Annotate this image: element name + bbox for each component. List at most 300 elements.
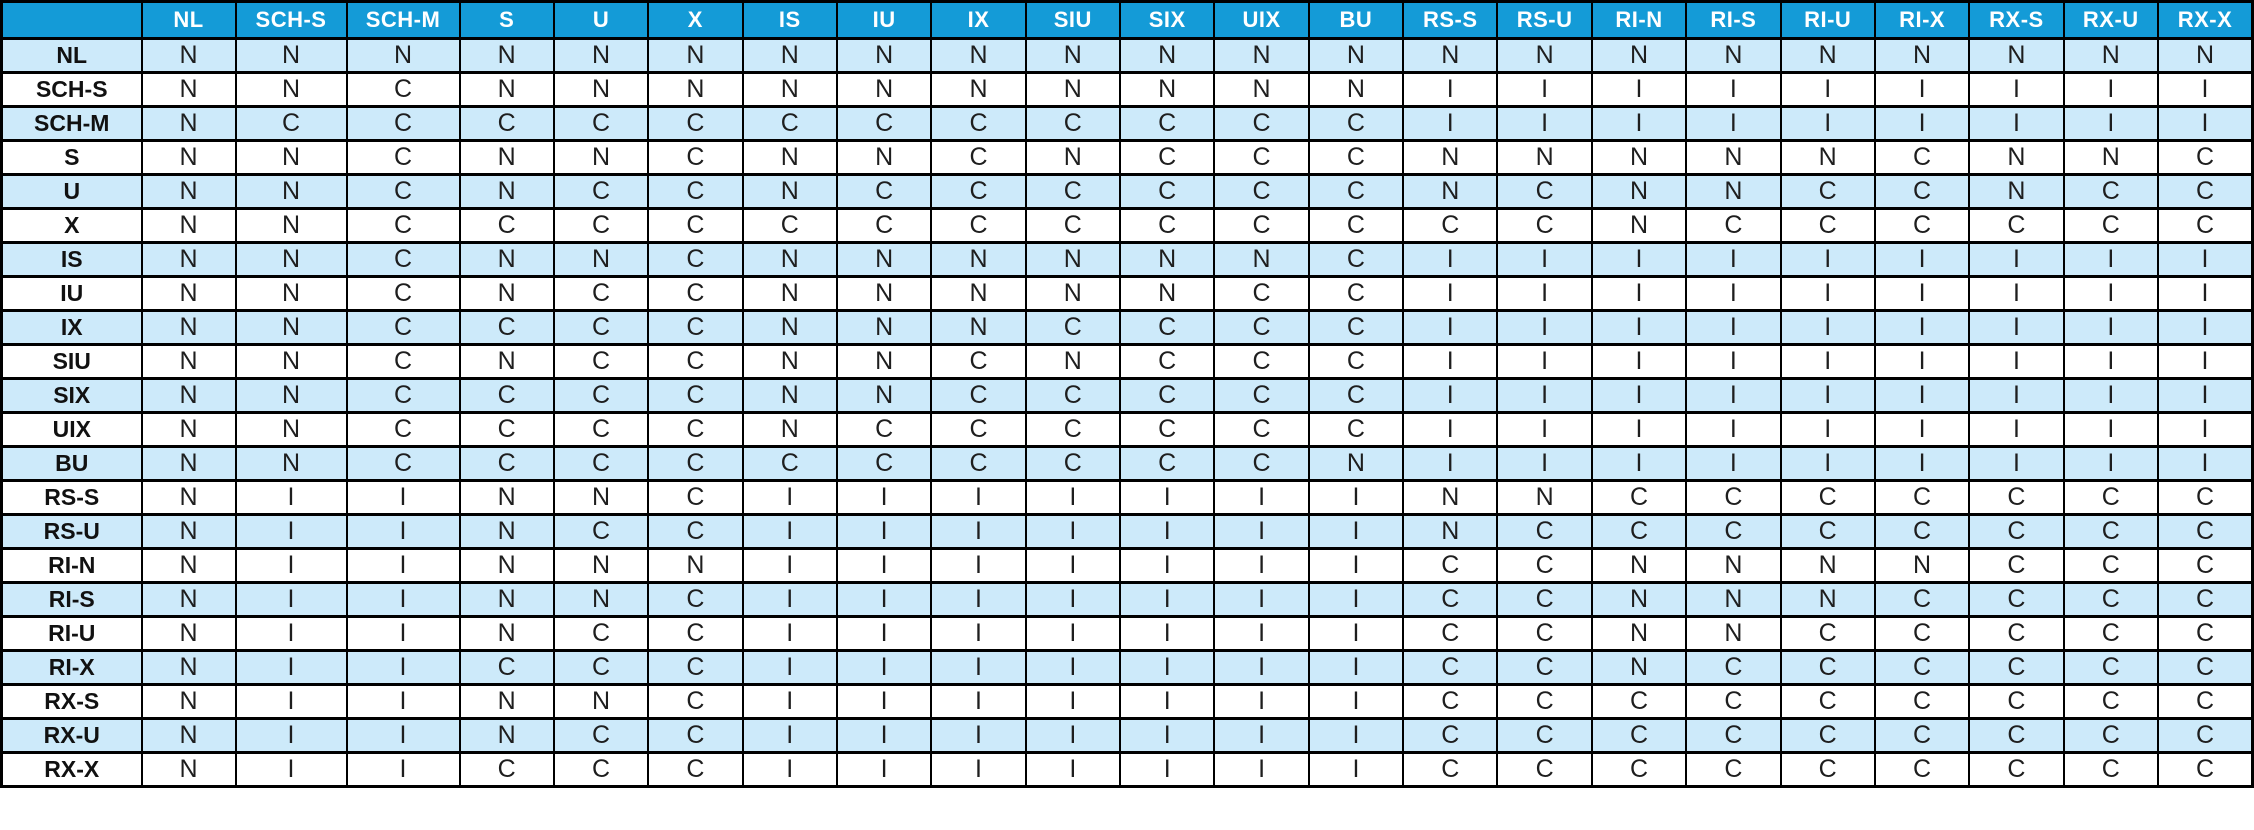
matrix-cell: C: [1309, 209, 1403, 243]
row-header: NL: [2, 39, 142, 73]
row-header: RX-U: [2, 719, 142, 753]
matrix-cell: N: [236, 413, 347, 447]
matrix-cell: C: [1592, 753, 1686, 787]
matrix-cell: I: [1875, 243, 1969, 277]
matrix-cell: I: [931, 651, 1025, 685]
matrix-cell: N: [142, 311, 236, 345]
matrix-cell: I: [1026, 651, 1120, 685]
matrix-cell: N: [648, 549, 742, 583]
matrix-row: [2, 379, 2253, 413]
corner-cell: [2, 2, 142, 39]
matrix-cell: C: [1309, 141, 1403, 175]
matrix-cell: I: [1686, 379, 1780, 413]
matrix-cell: N: [1309, 39, 1403, 73]
matrix-cell: C: [743, 447, 837, 481]
matrix-cell: N: [142, 243, 236, 277]
matrix-cell: C: [648, 481, 742, 515]
matrix-cell: I: [931, 719, 1025, 753]
matrix-cell: C: [1214, 141, 1308, 175]
matrix-cell: N: [931, 243, 1025, 277]
row-header: RI-N: [2, 549, 142, 583]
matrix-row: [2, 413, 2253, 447]
row-header: SCH-M: [2, 107, 142, 141]
matrix-cell: C: [931, 345, 1025, 379]
matrix-cell: C: [2064, 209, 2158, 243]
matrix-cell: N: [1781, 583, 1875, 617]
matrix-cell: I: [1120, 753, 1214, 787]
row-header: IU: [2, 277, 142, 311]
matrix-cell: N: [142, 685, 236, 719]
matrix-cell: N: [1403, 141, 1497, 175]
matrix-cell: N: [460, 345, 554, 379]
column-header: U: [554, 2, 648, 39]
matrix-row: [2, 685, 2253, 719]
matrix-cell: C: [1214, 447, 1308, 481]
matrix-cell: C: [648, 277, 742, 311]
matrix-cell: I: [2158, 345, 2253, 379]
matrix-cell: N: [1592, 39, 1686, 73]
matrix-cell: C: [648, 209, 742, 243]
matrix-cell: C: [554, 447, 648, 481]
matrix-cell: N: [460, 39, 554, 73]
matrix-cell: C: [1686, 515, 1780, 549]
matrix-cell: N: [1686, 141, 1780, 175]
matrix-cell: C: [460, 753, 554, 787]
matrix-cell: I: [347, 481, 460, 515]
matrix-cell: I: [1309, 481, 1403, 515]
matrix-cell: N: [743, 141, 837, 175]
matrix-cell: C: [1781, 175, 1875, 209]
matrix-cell: I: [1026, 583, 1120, 617]
row-header: UIX: [2, 413, 142, 447]
matrix-cell: I: [1026, 685, 1120, 719]
matrix-cell: N: [142, 447, 236, 481]
matrix-cell: I: [931, 583, 1025, 617]
matrix-cell: C: [347, 311, 460, 345]
matrix-cell: N: [1309, 447, 1403, 481]
matrix-cell: C: [554, 651, 648, 685]
matrix-cell: I: [1214, 651, 1308, 685]
matrix-cell: I: [1686, 277, 1780, 311]
matrix-cell: I: [837, 515, 931, 549]
matrix-cell: I: [1497, 413, 1591, 447]
matrix-cell: I: [1592, 243, 1686, 277]
matrix-cell: C: [460, 651, 554, 685]
matrix-cell: N: [347, 39, 460, 73]
matrix-row: [2, 481, 2253, 515]
matrix-cell: C: [1026, 379, 1120, 413]
matrix-cell: N: [743, 311, 837, 345]
matrix-cell: I: [2064, 345, 2158, 379]
matrix-cell: N: [236, 345, 347, 379]
column-header: NL: [142, 2, 236, 39]
column-header: X: [648, 2, 742, 39]
matrix-cell: N: [1686, 39, 1780, 73]
matrix-cell: N: [1781, 141, 1875, 175]
matrix-cell: I: [1875, 345, 1969, 379]
matrix-cell: I: [1309, 685, 1403, 719]
column-header: RI-X: [1875, 2, 1969, 39]
matrix-cell: N: [1026, 39, 1120, 73]
matrix-cell: C: [1592, 719, 1686, 753]
matrix-cell: I: [236, 651, 347, 685]
matrix-cell: N: [1026, 277, 1120, 311]
matrix-cell: I: [2158, 277, 2253, 311]
matrix-cell: I: [347, 753, 460, 787]
row-header: IX: [2, 311, 142, 345]
matrix-cell: N: [142, 753, 236, 787]
matrix-cell: N: [837, 345, 931, 379]
column-header: RS-U: [1497, 2, 1591, 39]
matrix-cell: I: [1969, 413, 2063, 447]
matrix-cell: I: [1781, 311, 1875, 345]
matrix-cell: N: [460, 617, 554, 651]
matrix-cell: C: [554, 209, 648, 243]
matrix-cell: I: [1026, 549, 1120, 583]
matrix-cell: I: [1309, 549, 1403, 583]
matrix-cell: I: [1309, 515, 1403, 549]
matrix-cell: C: [554, 379, 648, 413]
matrix-cell: C: [460, 379, 554, 413]
matrix-cell: C: [1120, 175, 1214, 209]
matrix-cell: C: [1781, 617, 1875, 651]
matrix-cell: I: [1403, 73, 1497, 107]
matrix-cell: C: [460, 447, 554, 481]
matrix-cell: C: [1875, 617, 1969, 651]
matrix-cell: N: [142, 413, 236, 447]
column-header: SCH-M: [347, 2, 460, 39]
matrix-cell: C: [648, 107, 742, 141]
matrix-cell: I: [931, 481, 1025, 515]
matrix-cell: C: [1120, 107, 1214, 141]
matrix-cell: C: [648, 379, 742, 413]
matrix-cell: C: [1686, 481, 1780, 515]
matrix-cell: C: [1497, 515, 1591, 549]
matrix-cell: N: [1686, 583, 1780, 617]
matrix-cell: C: [1969, 651, 2063, 685]
matrix-cell: I: [1497, 73, 1591, 107]
matrix-cell: N: [142, 481, 236, 515]
matrix-cell: I: [837, 617, 931, 651]
matrix-cell: I: [347, 719, 460, 753]
matrix-cell: C: [1309, 175, 1403, 209]
matrix-cell: C: [1403, 753, 1497, 787]
matrix-cell: I: [837, 651, 931, 685]
matrix-cell: C: [554, 515, 648, 549]
matrix-cell: I: [2064, 243, 2158, 277]
matrix-cell: C: [648, 243, 742, 277]
matrix-cell: C: [1026, 413, 1120, 447]
matrix-cell: C: [1120, 311, 1214, 345]
matrix-cell: I: [1686, 345, 1780, 379]
matrix-cell: I: [1592, 345, 1686, 379]
matrix-cell: I: [931, 753, 1025, 787]
matrix-cell: C: [837, 209, 931, 243]
matrix-cell: N: [1497, 39, 1591, 73]
matrix-cell: C: [1969, 549, 2063, 583]
matrix-cell: I: [1497, 379, 1591, 413]
matrix-cell: C: [648, 175, 742, 209]
matrix-cell: I: [1969, 73, 2063, 107]
matrix-cell: N: [1403, 481, 1497, 515]
matrix-cell: N: [1592, 583, 1686, 617]
matrix-cell: N: [931, 73, 1025, 107]
matrix-cell: C: [1497, 549, 1591, 583]
matrix-cell: C: [1497, 685, 1591, 719]
matrix-cell: C: [2158, 141, 2253, 175]
matrix-cell: I: [1403, 243, 1497, 277]
matrix-row: [2, 719, 2253, 753]
matrix-cell: N: [2158, 39, 2253, 73]
matrix-row: [2, 243, 2253, 277]
matrix-cell: N: [1309, 73, 1403, 107]
row-header: SCH-S: [2, 73, 142, 107]
matrix-row: [2, 753, 2253, 787]
row-header: RS-U: [2, 515, 142, 549]
matrix-cell: C: [2158, 617, 2253, 651]
matrix-cell: I: [743, 481, 837, 515]
matrix-cell: I: [1781, 447, 1875, 481]
matrix-cell: C: [1309, 243, 1403, 277]
row-header: X: [2, 209, 142, 243]
matrix-cell: C: [2158, 685, 2253, 719]
column-header: BU: [1309, 2, 1403, 39]
matrix-cell: N: [1969, 141, 2063, 175]
matrix-cell: C: [837, 107, 931, 141]
matrix-cell: C: [2064, 515, 2158, 549]
matrix-cell: N: [1026, 73, 1120, 107]
matrix-cell: C: [1214, 175, 1308, 209]
matrix-cell: N: [931, 311, 1025, 345]
matrix-cell: I: [1875, 379, 1969, 413]
matrix-cell: C: [1969, 685, 2063, 719]
matrix-cell: I: [1120, 617, 1214, 651]
row-header: SIX: [2, 379, 142, 413]
matrix-cell: C: [1497, 651, 1591, 685]
matrix-cell: I: [1592, 379, 1686, 413]
matrix-cell: C: [554, 175, 648, 209]
matrix-cell: C: [1497, 175, 1591, 209]
matrix-cell: I: [1309, 651, 1403, 685]
column-header: SCH-S: [236, 2, 347, 39]
matrix-cell: I: [1403, 447, 1497, 481]
matrix-cell: N: [460, 515, 554, 549]
matrix-cell: C: [1875, 685, 1969, 719]
matrix-cell: C: [1969, 753, 2063, 787]
matrix-cell: N: [460, 141, 554, 175]
matrix-cell: N: [1592, 651, 1686, 685]
matrix-cell: I: [837, 583, 931, 617]
matrix-cell: C: [1969, 481, 2063, 515]
matrix-cell: I: [743, 753, 837, 787]
matrix-cell: C: [460, 209, 554, 243]
matrix-cell: N: [743, 39, 837, 73]
matrix-cell: I: [1403, 311, 1497, 345]
matrix-cell: N: [837, 141, 931, 175]
matrix-cell: C: [648, 141, 742, 175]
matrix-cell: I: [743, 617, 837, 651]
matrix-cell: I: [1686, 73, 1780, 107]
matrix-cell: I: [1497, 345, 1591, 379]
matrix-cell: C: [1403, 719, 1497, 753]
row-header: RI-X: [2, 651, 142, 685]
matrix-cell: C: [460, 107, 554, 141]
column-header: SIU: [1026, 2, 1120, 39]
matrix-cell: I: [1875, 107, 1969, 141]
matrix-cell: N: [142, 651, 236, 685]
row-header: IS: [2, 243, 142, 277]
matrix-cell: I: [1120, 719, 1214, 753]
matrix-cell: C: [2158, 175, 2253, 209]
matrix-row: [2, 311, 2253, 345]
matrix-cell: C: [648, 685, 742, 719]
matrix-cell: C: [931, 379, 1025, 413]
matrix-cell: I: [2158, 311, 2253, 345]
column-header: RX-X: [2158, 2, 2253, 39]
matrix-cell: I: [1214, 549, 1308, 583]
matrix-cell: C: [1309, 413, 1403, 447]
matrix-cell: N: [743, 413, 837, 447]
matrix-cell: I: [837, 685, 931, 719]
matrix-cell: C: [2158, 481, 2253, 515]
matrix-cell: N: [236, 141, 347, 175]
matrix-cell: C: [2064, 175, 2158, 209]
matrix-cell: I: [1309, 719, 1403, 753]
matrix-cell: C: [236, 107, 347, 141]
column-header: RS-S: [1403, 2, 1497, 39]
matrix-cell: C: [1686, 651, 1780, 685]
matrix-cell: I: [347, 515, 460, 549]
matrix-cell: C: [2158, 515, 2253, 549]
matrix-cell: I: [837, 753, 931, 787]
matrix-cell: N: [1403, 175, 1497, 209]
column-header: RI-N: [1592, 2, 1686, 39]
matrix-row: [2, 209, 2253, 243]
matrix-cell: N: [743, 243, 837, 277]
matrix-cell: I: [1120, 651, 1214, 685]
matrix-cell: C: [1026, 107, 1120, 141]
matrix-cell: I: [1592, 107, 1686, 141]
matrix-cell: I: [1875, 447, 1969, 481]
matrix-cell: I: [1403, 379, 1497, 413]
matrix-cell: I: [2064, 73, 2158, 107]
matrix-cell: I: [1026, 753, 1120, 787]
matrix-cell: I: [2064, 311, 2158, 345]
matrix-cell: N: [837, 73, 931, 107]
matrix-cell: C: [648, 311, 742, 345]
matrix-cell: N: [837, 311, 931, 345]
matrix-cell: C: [648, 719, 742, 753]
matrix-cell: C: [648, 447, 742, 481]
matrix-cell: C: [1875, 175, 1969, 209]
matrix-cell: C: [1120, 345, 1214, 379]
matrix-cell: I: [1781, 243, 1875, 277]
matrix-cell: N: [142, 141, 236, 175]
matrix-cell: C: [554, 311, 648, 345]
matrix-cell: N: [1969, 175, 2063, 209]
matrix-cell: C: [1309, 107, 1403, 141]
matrix-cell: I: [931, 617, 1025, 651]
matrix-cell: N: [1120, 39, 1214, 73]
matrix-cell: C: [347, 141, 460, 175]
matrix-cell: C: [1120, 141, 1214, 175]
matrix-cell: C: [554, 753, 648, 787]
matrix-cell: N: [554, 243, 648, 277]
matrix-cell: C: [2064, 617, 2158, 651]
matrix-cell: N: [460, 243, 554, 277]
matrix-cell: I: [1686, 243, 1780, 277]
matrix-row: [2, 651, 2253, 685]
row-header: RS-S: [2, 481, 142, 515]
matrix-cell: I: [236, 583, 347, 617]
matrix-cell: C: [837, 447, 931, 481]
matrix-cell: I: [743, 583, 837, 617]
matrix-cell: C: [648, 583, 742, 617]
matrix-cell: C: [1214, 311, 1308, 345]
matrix-cell: I: [1214, 685, 1308, 719]
matrix-cell: I: [1309, 753, 1403, 787]
matrix-cell: I: [347, 651, 460, 685]
matrix-cell: N: [837, 243, 931, 277]
matrix-cell: N: [1686, 549, 1780, 583]
matrix-cell: C: [1969, 515, 2063, 549]
matrix-cell: N: [236, 277, 347, 311]
matrix-cell: I: [2064, 447, 2158, 481]
matrix-cell: C: [1214, 345, 1308, 379]
matrix-cell: C: [1403, 583, 1497, 617]
matrix-cell: C: [1309, 311, 1403, 345]
matrix-cell: C: [743, 107, 837, 141]
matrix-cell: C: [1026, 447, 1120, 481]
matrix-cell: N: [931, 277, 1025, 311]
matrix-cell: I: [837, 549, 931, 583]
matrix-cell: C: [1120, 447, 1214, 481]
matrix-cell: C: [1781, 719, 1875, 753]
matrix-cell: C: [931, 447, 1025, 481]
matrix-cell: N: [554, 39, 648, 73]
matrix-cell: I: [1781, 73, 1875, 107]
matrix-cell: I: [1686, 447, 1780, 481]
matrix-cell: N: [460, 719, 554, 753]
matrix-cell: I: [2064, 379, 2158, 413]
matrix-cell: C: [1686, 753, 1780, 787]
matrix-row: [2, 277, 2253, 311]
matrix-cell: I: [931, 549, 1025, 583]
matrix-cell: I: [1403, 107, 1497, 141]
matrix-cell: I: [1120, 515, 1214, 549]
row-header: BU: [2, 447, 142, 481]
matrix-cell: I: [1592, 447, 1686, 481]
matrix-cell: I: [1214, 515, 1308, 549]
matrix-cell: C: [1875, 583, 1969, 617]
matrix-cell: C: [2158, 753, 2253, 787]
matrix-cell: C: [347, 345, 460, 379]
matrix-cell: C: [1875, 515, 1969, 549]
column-header: RI-U: [1781, 2, 1875, 39]
matrix-cell: N: [236, 175, 347, 209]
matrix-cell: C: [460, 311, 554, 345]
column-header: IS: [743, 2, 837, 39]
matrix-cell: C: [347, 447, 460, 481]
matrix-cell: C: [1686, 719, 1780, 753]
matrix-cell: N: [743, 277, 837, 311]
column-header: IU: [837, 2, 931, 39]
matrix-cell: I: [347, 583, 460, 617]
matrix-cell: I: [1592, 311, 1686, 345]
matrix-cell: I: [743, 685, 837, 719]
matrix-cell: C: [1214, 379, 1308, 413]
matrix-cell: I: [2064, 277, 2158, 311]
